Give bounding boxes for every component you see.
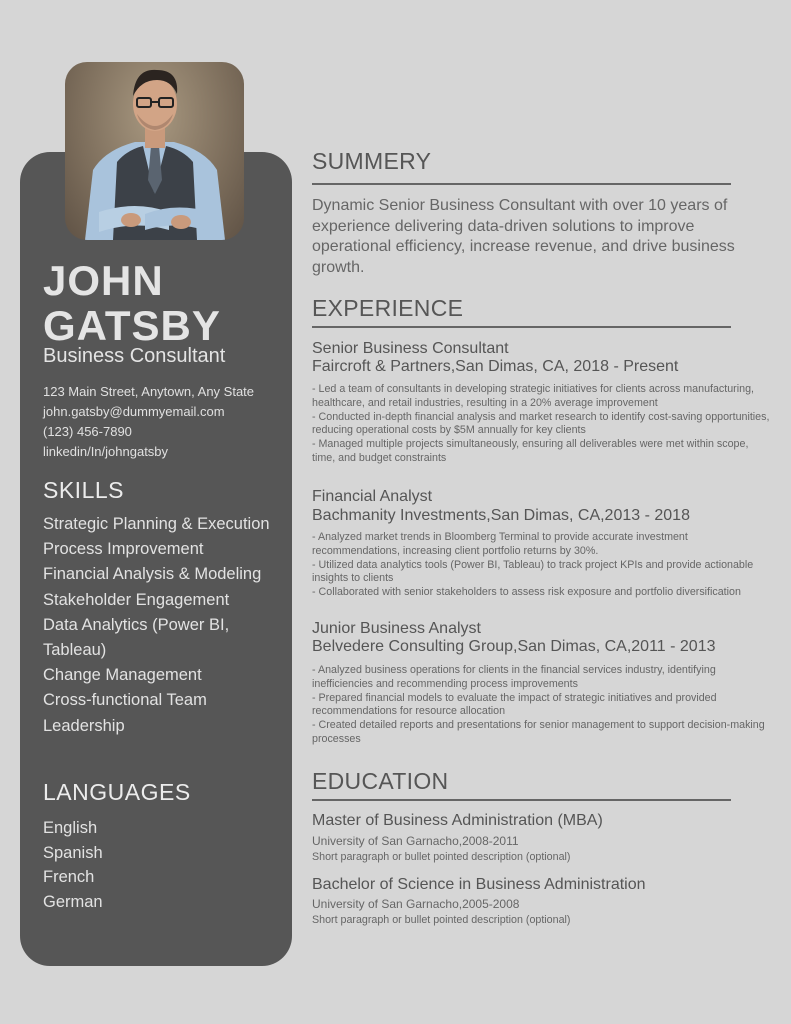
skill-item: Process Improvement	[43, 540, 204, 559]
candidate-name	[43, 258, 283, 348]
languages-heading: LANGUAGES	[43, 779, 191, 805]
skill-item: Stakeholder Engagement	[43, 590, 230, 609]
degree-description: Short paragraph or bullet pointed description (optional)	[312, 851, 571, 863]
summary-heading: SUMMERY	[312, 148, 432, 174]
first-name: JOHN	[43, 257, 164, 304]
language-item: French	[43, 868, 95, 887]
skill-item: Change Management	[43, 666, 202, 685]
job-title: Senior Business Consultant	[312, 340, 509, 357]
last-name: GATSBY	[43, 302, 221, 349]
skill-item: Cross-functional Team Leadership	[43, 691, 207, 735]
job-bullet: - Led a team of consultants in developing strategic initiatives for clients across manufacturing, healthcare, and retail industries, resulting in a 20% average improvement	[312, 383, 754, 409]
email: john.gatsby@dummyemail.com	[43, 404, 225, 419]
degree-title: Master of Business Administration (MBA)	[312, 812, 603, 829]
skills-list	[43, 512, 283, 739]
job-bullet: - Prepared financial models to evaluate the impact of strategic initiatives and provided recommendations for resource allocation	[312, 691, 717, 718]
language-item: English	[43, 819, 98, 837]
summary-divider	[312, 183, 731, 185]
job-company: Faircroft & Partners,San Dimas, CA, 2018 - Present	[312, 358, 679, 375]
language-item: Spanish	[43, 843, 103, 862]
job-bullet: - Conducted in-depth financial analysis and market research to identify cost-saving opportunities, reducing operational costs by $5M annually for key clients	[312, 410, 770, 437]
job-company: Bachmanity Investments,San Dimas, CA,2013 - 2018	[312, 507, 690, 524]
phone: (123) 456-7890	[43, 424, 132, 439]
address: 123 Main Street, Anytown, Any State	[43, 384, 255, 399]
linkedin: linkedin/In/johngatsby	[43, 444, 169, 459]
education-heading: EDUCATION	[312, 768, 449, 794]
skill-item: Data Analytics (Power BI, Tableau)	[43, 615, 230, 660]
education-divider	[312, 799, 731, 801]
degree-description: Short paragraph or bullet pointed description (optional)	[312, 914, 571, 926]
contact-block	[43, 382, 254, 462]
job-bullets	[312, 664, 772, 747]
summary-text: Dynamic Senior Business Consultant with over 10 years of experience delivering data-driven solutions to improve operational efficiency, increase revenue, and drive business growth.	[312, 197, 735, 276]
job-bullet: - Analyzed business operations for clients in the financial services industry, identifying inefficiencies and recommending process improvements	[312, 664, 716, 690]
job-bullets	[312, 383, 772, 466]
job-role: Business Consultant	[43, 345, 226, 367]
profile-photo	[65, 62, 244, 240]
experience-heading: EXPERIENCE	[312, 295, 464, 321]
skill-item: Financial Analysis & Modeling	[43, 565, 262, 584]
job-title: Financial Analyst	[312, 488, 433, 505]
language-item: German	[43, 893, 103, 912]
skills-heading: SKILLS	[43, 477, 124, 503]
job-bullets	[312, 531, 772, 600]
job-bullet: - Managed multiple projects simultaneously, ensuring all deliverables were met within scope, time, and budget constraints	[312, 438, 749, 464]
job-bullet: - Collaborated with senior stakeholders to assess risk exposure and portfolio diversification	[312, 586, 741, 599]
job-bullet: - Analyzed market trends in Bloomberg Terminal to provide accurate investment recommendations, increasing client portfolio returns by 30%.	[312, 531, 688, 557]
experience-divider	[312, 326, 731, 328]
degree-title: Bachelor of Science in Business Administration	[312, 876, 646, 893]
degree-school: University of San Garnacho,2005-2008	[312, 897, 520, 911]
job-title: Junior Business Analyst	[312, 620, 481, 637]
languages-list	[43, 816, 103, 915]
job-bullet: - Created detailed reports and presentations for senior management to support decision-making processes	[312, 719, 765, 745]
degree-school: University of San Garnacho,2008-2011	[312, 834, 519, 848]
skill-item: Strategic Planning & Execution	[43, 515, 270, 533]
job-bullet: - Utilized data analytics tools (Power BI, Tableau) to track project KPIs and provide actionable insights to clients	[312, 558, 754, 585]
job-company: Belvedere Consulting Group,San Dimas, CA,2011 - 2013	[312, 638, 716, 655]
